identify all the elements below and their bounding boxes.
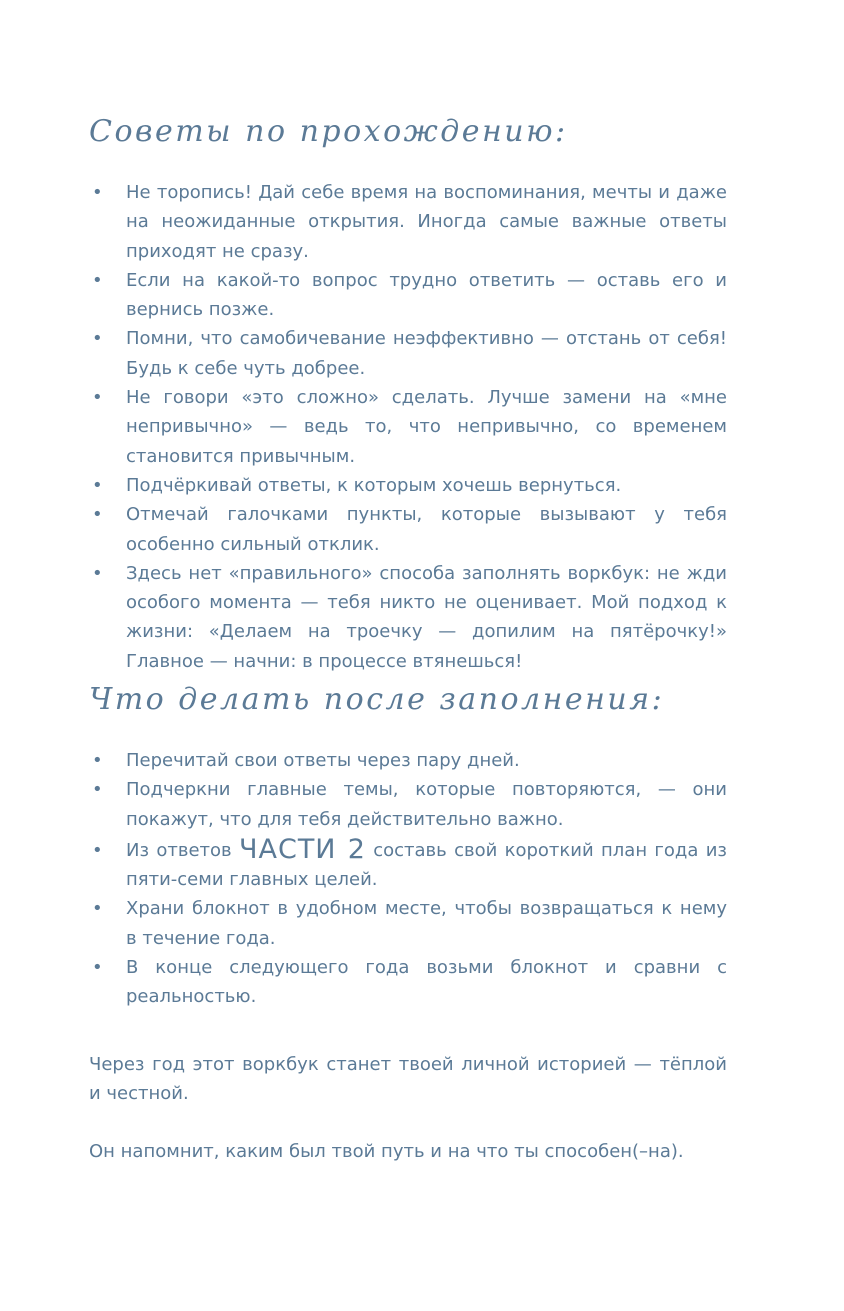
list-item xyxy=(89,324,727,383)
list-item-text: Не говори «это сложно» сделать. Лучше замени на «мне непривычно» — ведь то, что непривычно, со временем становится привычным. xyxy=(126,387,727,467)
list-item-text: Если на какой-то вопрос трудно ответить — оставь его и вернись позже. xyxy=(126,269,727,321)
list-item xyxy=(89,383,727,471)
list-item xyxy=(89,746,727,775)
bullet: • xyxy=(92,839,103,861)
list-item xyxy=(89,833,727,895)
closing-paragraph: Через год этот воркбук станет твоей личной историей — тёплой и честной. xyxy=(89,1054,727,1105)
list-item-text-before: Из ответов xyxy=(126,839,232,861)
bullet: • xyxy=(92,957,103,979)
list-item-text xyxy=(126,833,727,895)
part-2-reference: ЧАСТИ 2 xyxy=(238,833,366,865)
bullet: • xyxy=(92,474,103,496)
list-item-text: В конце следующего года возьми блокнот и сравни с реальностью. xyxy=(126,957,727,1008)
list-item-text: Подчёркивай ответы, к которым хочешь вернуться. xyxy=(126,474,622,496)
bullet: • xyxy=(92,562,103,584)
bullet: • xyxy=(92,387,103,409)
list-item xyxy=(89,953,727,1012)
bullet: • xyxy=(92,898,103,920)
list-item xyxy=(89,559,727,676)
list-item-text: Перечитай свои ответы через пару дней. xyxy=(126,750,520,771)
after-filling-list xyxy=(89,746,727,1012)
list-item-text: Не торопись! Дай себе время на воспоминания, мечты и даже на неожиданные открытия. Иногда самые важные ответы приходят не сразу. xyxy=(126,182,727,262)
tips-heading: Советы по прохождению: xyxy=(89,114,568,149)
list-item xyxy=(89,178,727,266)
list-item xyxy=(89,471,727,500)
list-item-text: Помни, что самобичевание неэффективно — отстань от себя! Будь к себе чуть добрее. xyxy=(126,328,727,379)
list-item xyxy=(89,894,727,953)
closing-paragraph: Он напомнит, каким был твой путь и на что ты способен(–на). xyxy=(89,1141,684,1162)
list-item-text: Храни блокнот в удобном месте, чтобы возвращаться к нему в течение года. xyxy=(126,898,727,949)
bullet: • xyxy=(92,779,103,801)
bullet: • xyxy=(92,504,103,526)
bullet: • xyxy=(92,750,103,771)
bullet: • xyxy=(92,182,103,203)
list-item-text: Подчеркни главные темы, которые повторяются, — они покажут, что для тебя действительно важно. xyxy=(126,779,727,830)
list-item-text-after: составь свой короткий план года из пяти-семи главных целей. xyxy=(126,839,727,891)
list-item xyxy=(89,775,727,834)
list-item-text: Здесь нет «правильного» способа заполнять воркбук: не жди особого момента — тебя никто не оценивает. Мой подход к жизни: «Делаем на троечку — допилим на пятёрочку!» Главное — начни: в процессе втянешься! xyxy=(126,562,727,672)
tips-list xyxy=(89,178,727,676)
bullet: • xyxy=(92,328,103,350)
list-item xyxy=(89,266,727,325)
list-item-text: Отмечай галочками пункты, которые вызывают у тебя особенно сильный отклик. xyxy=(126,504,727,555)
after-filling-heading: Что делать после заполнения: xyxy=(89,682,665,717)
bullet: • xyxy=(92,269,103,291)
list-item xyxy=(89,500,727,559)
